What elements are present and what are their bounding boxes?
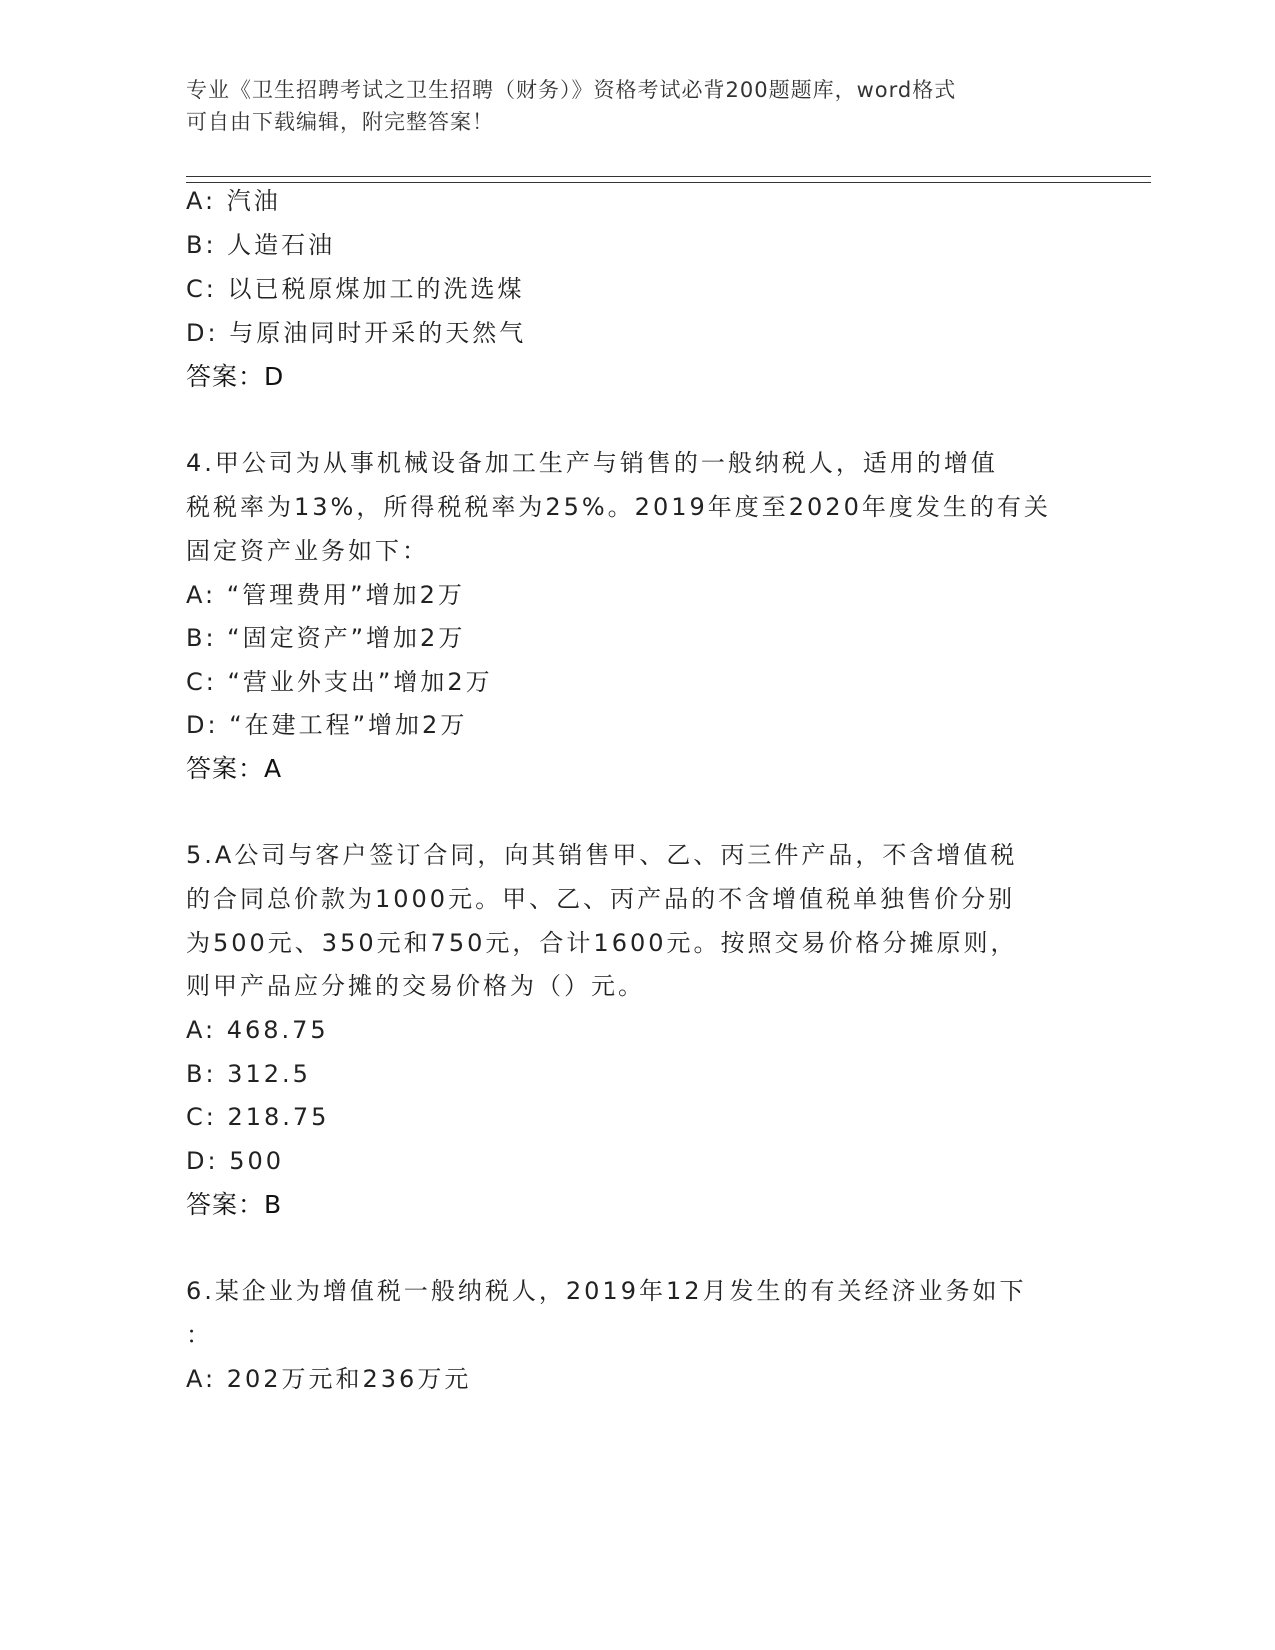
q5-stem-line-4: 则甲产品应分摊的交易价格为（）元。 — [186, 972, 645, 1000]
q5-answer: 答案：B — [186, 1190, 283, 1219]
q4-stem-line-2: 税税率为13%，所得税税率为25%。2019年度至2020年度发生的有关 — [186, 493, 1051, 521]
q4-option-b: B: “固定资产”增加2万 — [186, 624, 466, 652]
q4-option-c: C: “营业外支出”增加2万 — [186, 668, 493, 696]
q5-option-a: A: 468.75 — [186, 1016, 329, 1044]
header-line-2: 可自由下载编辑，附完整答案！ — [186, 110, 494, 134]
q5-option-d: D: 500 — [186, 1147, 285, 1175]
q5-stem-line-2: 的合同总价款为1000元。甲、乙、丙产品的不含增值税单独售价分别 — [186, 885, 1016, 913]
q4-stem-line-3: 固定资产业务如下： — [186, 537, 429, 565]
q5-option-b: B: 312.5 — [186, 1060, 311, 1088]
q4-answer: 答案：A — [186, 754, 283, 783]
q4-option-a: A: “管理费用”增加2万 — [186, 581, 465, 609]
q3-answer: 答案：D — [186, 362, 285, 391]
q5-option-c: C: 218.75 — [186, 1103, 330, 1131]
q4-option-d: D: “在建工程”增加2万 — [186, 711, 468, 739]
header-divider — [186, 176, 1151, 183]
q3-option-a: A: 汽油 — [186, 187, 281, 215]
q6-stem-line-2: ： — [186, 1321, 213, 1349]
q4-stem-line-1: 4.甲公司为从事机械设备加工生产与销售的一般纳税人，适用的增值 — [186, 449, 998, 477]
q3-option-b: B: 人造石油 — [186, 231, 336, 259]
header-line-1: 专业《卫生招聘考试之卫生招聘（财务）》资格考试必背200题题库，word格式 — [186, 78, 957, 102]
q6-option-a: A: 202万元和236万元 — [186, 1365, 472, 1393]
document-header — [186, 74, 1066, 138]
q3-option-c: C: 以已税原煤加工的洗选煤 — [186, 275, 525, 303]
q6-stem-line-1: 6.某企业为增值税一般纳税人，2019年12月发生的有关经济业务如下 — [186, 1277, 1027, 1305]
q3-option-d: D: 与原油同时开采的天然气 — [186, 319, 527, 347]
q5-stem-line-3: 为500元、350元和750元，合计1600元。按照交易价格分摊原则， — [186, 929, 1018, 957]
q5-stem-line-1: 5.A公司与客户签订合同，向其销售甲、乙、丙三件产品，不含增值税 — [186, 841, 1018, 869]
